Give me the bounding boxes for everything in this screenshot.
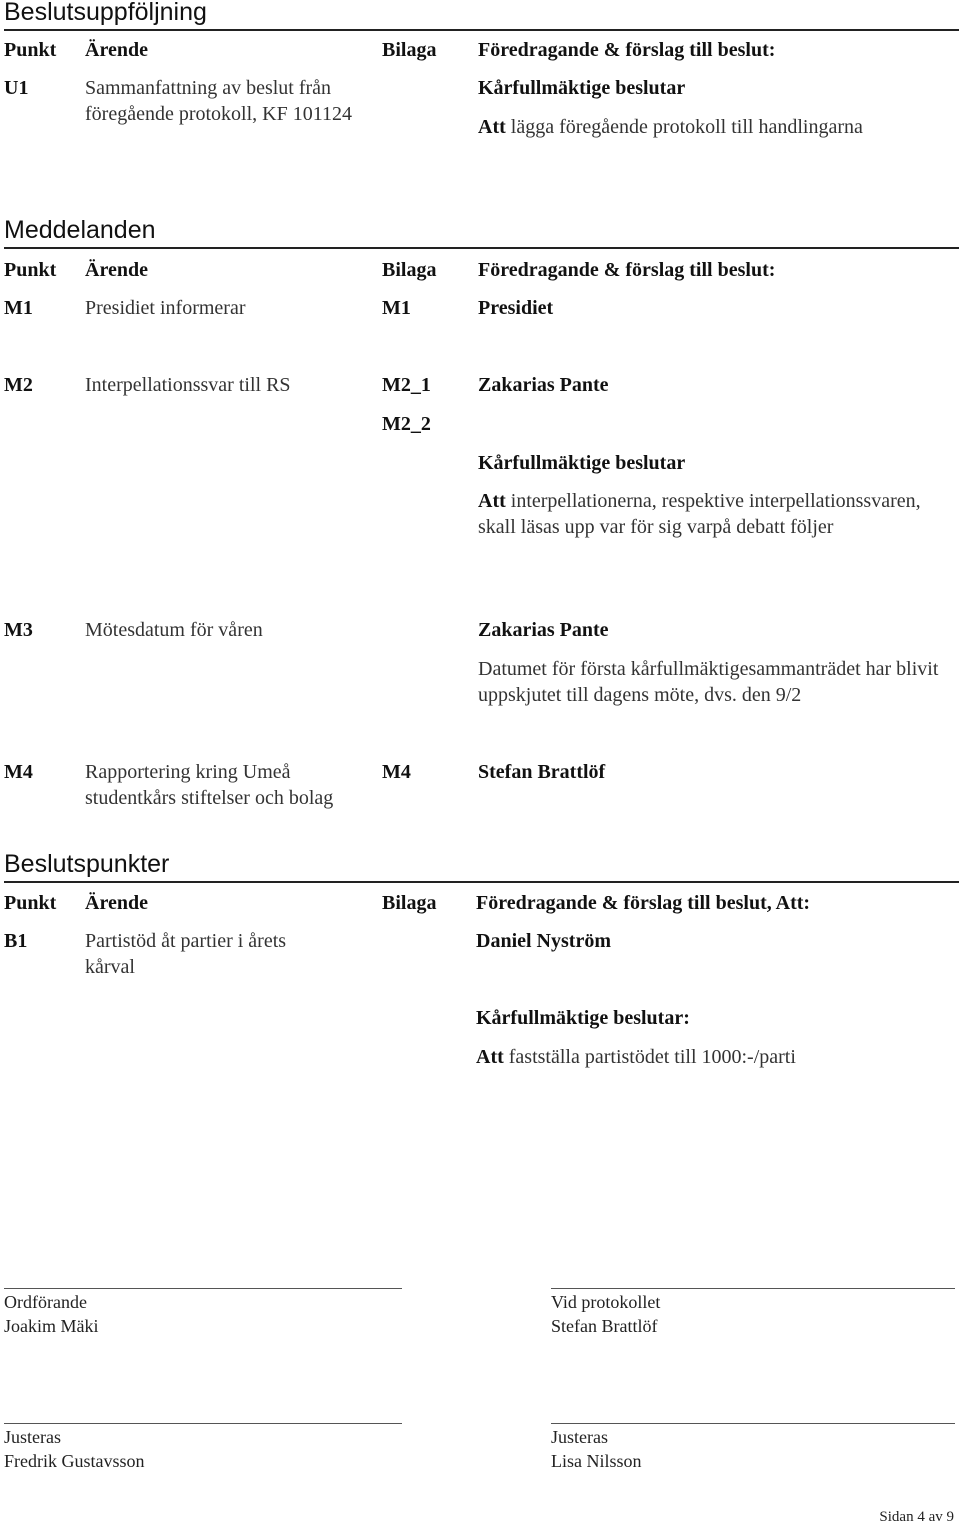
row-bilaga: M4 [382,761,411,783]
signature-name: Fredrik Gustavsson [4,1451,145,1471]
att-clause [478,114,863,140]
signature-line [551,1288,955,1289]
att-text: lägga föregående protokoll till handlingarna [510,116,863,138]
row-arende: Interpellationssvar till RS [85,374,291,396]
col-header-arende: Ärende [85,259,148,281]
signature-role: Ordförande [4,1292,87,1312]
att-word: Att [478,490,506,512]
signature-line [551,1423,955,1424]
col-header-foredragande: Föredragande & förslag till beslut: [478,39,776,61]
decision-heading: Kårfullmäktige beslutar: [476,1007,690,1029]
row-presenter: Zakarias Pante [478,374,609,396]
att-clause [476,1044,796,1070]
row-arende: Rapportering kring Umeå studentkårs stiftelser och bolag [85,761,334,809]
att-word: Att [478,116,506,138]
signature-name: Stefan Brattlöf [551,1316,658,1336]
col-header-foredragande: Föredragande & förslag till beslut: [478,259,776,281]
row-arende: Partistöd åt partier i årets kårval [85,930,287,978]
row-arende: Presidiet informerar [85,297,246,319]
row-punkt: B1 [4,930,28,952]
row-punkt: M3 [4,619,33,641]
row-arende: Sammanfattning av beslut från föregående protokoll, KF 101124 [85,77,352,125]
row-bilaga: M1 [382,297,411,319]
signature-name: Lisa Nilsson [551,1451,642,1471]
row-bilaga-2: M2_2 [382,413,431,435]
page-number: Sidan 4 av 9 [879,1509,954,1525]
col-header-bilaga: Bilaga [382,892,437,914]
col-header-punkt: Punkt [4,39,57,61]
row-presenter: Daniel Nyström [476,930,611,952]
col-header-arende: Ärende [85,892,148,914]
col-header-foredragande: Föredragande & förslag till beslut, Att: [476,892,811,914]
att-text: interpellationerna, respektive interpellationssvaren, skall läsas upp var för sig varpå debatt följer [478,490,921,538]
att-word: Att [476,1046,504,1068]
signature-line [4,1423,402,1424]
signature-role: Justeras [4,1427,61,1447]
row-punkt: M1 [4,297,33,319]
signature-name: Joakim Mäki [4,1316,99,1336]
row-note: Datumet för första kårfullmäktigesammanträdet har blivit uppskjutet till dagens möte, dvs. den 9/2 [478,658,939,706]
section-title-beslutsuppfoljning: Beslutsuppföljning [4,0,959,31]
col-header-arende: Ärende [85,39,148,61]
section-title-meddelanden: Meddelanden [4,215,959,249]
signature-role: Vid protokollet [551,1292,661,1312]
row-punkt: M2 [4,374,33,396]
row-punkt: M4 [4,761,33,783]
col-header-punkt: Punkt [4,892,57,914]
row-bilaga: M2_1 [382,374,431,396]
col-header-bilaga: Bilaga [382,259,437,281]
row-presenter: Stefan Brattlöf [478,761,606,783]
decision-heading: Kårfullmäktige beslutar [478,77,686,99]
att-text: fastställa partistödet till 1000:-/parti [508,1046,796,1068]
signature-line [4,1288,402,1289]
section-title-beslutspunkter: Beslutspunkter [4,849,959,883]
att-clause [478,488,956,540]
row-punkt: U1 [4,77,29,99]
signature-role: Justeras [551,1427,608,1447]
col-header-punkt: Punkt [4,259,57,281]
row-presenter: Presidiet [478,297,554,319]
decision-heading: Kårfullmäktige beslutar [478,452,686,474]
row-arende: Mötesdatum för våren [85,619,263,641]
col-header-bilaga: Bilaga [382,39,437,61]
row-presenter: Zakarias Pante [478,619,609,641]
